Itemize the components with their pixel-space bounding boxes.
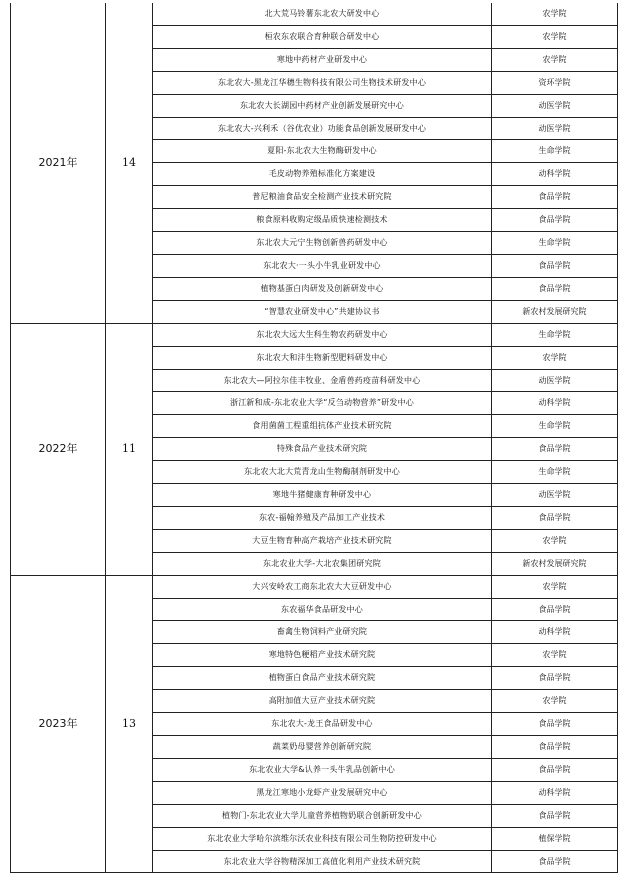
center-name-cell: 东北农大—阿拉尔佳丰牧业、金盾兽药疫苗科研发中心 [153,369,492,392]
college-cell: 食品学院 [492,736,618,759]
center-name-cell: 东北农大-黑龙江华穗生物科技有限公司生物技术研发中心 [153,71,492,94]
center-name-cell: 寒地特色粳稻产业技术研究院 [153,644,492,667]
center-name-cell: 大豆生物育种高产栽培产业技术研究院 [153,529,492,552]
center-name-cell: 东北农大-兴利禾（谷优农业）功能食品创新发展研发中心 [153,117,492,140]
college-cell: 生命学院 [492,323,618,346]
center-name-cell: 寒地牛猪健康育种研发中心 [153,484,492,507]
college-cell: 食品学院 [492,209,618,232]
center-name-cell: 蔬菜奶母婴营养创新研究院 [153,736,492,759]
college-cell: 农学院 [492,25,618,48]
center-name-cell: 浙江新和成-东北农业大学“反刍动物营养”研发中心 [153,392,492,415]
college-cell: 农学院 [492,346,618,369]
college-cell: 动科学院 [492,621,618,644]
college-cell: 动医学院 [492,94,618,117]
college-cell: 生命学院 [492,232,618,255]
center-name-cell: 东农福华食品研发中心 [153,598,492,621]
center-name-cell: 东北农业大学哈尔滨维尔沃农业科技有限公司生物防控研发中心 [153,827,492,850]
table-row [11,575,618,598]
center-name-cell: 食用菌菌工程重组抗体产业技术研究院 [153,415,492,438]
center-name-cell: 毛皮动物养殖标准化方案建设 [153,163,492,186]
center-name-cell: “智慧农业研发中心”共建协议书 [153,300,492,323]
center-name-cell: 寒地中药材产业研发中心 [153,48,492,71]
center-name-cell: 黑龙江寒地小龙虾产业发展研究中心 [153,781,492,804]
college-cell: 食品学院 [492,667,618,690]
college-cell: 农学院 [492,48,618,71]
center-name-cell: 东北农大长湖园中药材产业创新发展研究中心 [153,94,492,117]
college-cell: 食品学院 [492,598,618,621]
center-name-cell: 畜禽生物饲料产业研究院 [153,621,492,644]
count-cell: 11 [106,323,153,575]
center-name-cell: 东北农大-龙王食品研发中心 [153,713,492,736]
year-cell: 2023年 [11,575,106,873]
center-name-cell: 东北农大远大生科生物农药研发中心 [153,323,492,346]
center-name-cell: 东农-福翰养殖及产品加工产业技术 [153,506,492,529]
college-cell: 动科学院 [492,392,618,415]
college-cell: 生命学院 [492,140,618,163]
college-cell: 食品学院 [492,506,618,529]
count-cell: 13 [106,575,153,873]
college-cell: 食品学院 [492,850,618,873]
center-name-cell: 特殊食品产业技术研究院 [153,438,492,461]
research-centers-table [10,3,618,873]
center-name-cell: 粮食原料收购定级品质快速检测技术 [153,209,492,232]
college-cell: 动医学院 [492,484,618,507]
center-name-cell: 桓农东农联合育种联合研发中心 [153,25,492,48]
college-cell: 食品学院 [492,277,618,300]
center-name-cell: 东北农业大学&认养一头牛乳品创新中心 [153,758,492,781]
center-name-cell: 东北农大和沣生物新型肥料研发中心 [153,346,492,369]
table-body [11,3,618,873]
college-cell: 动医学院 [492,117,618,140]
year-cell: 2021年 [11,3,106,323]
center-name-cell: 东北农大·一头小牛乳业研发中心 [153,254,492,277]
center-name-cell: 北大荒马铃薯东北农大研发中心 [153,3,492,25]
center-name-cell: 植物蛋白食品产业技术研究院 [153,667,492,690]
college-cell: 食品学院 [492,186,618,209]
college-cell: 新农村发展研究院 [492,552,618,575]
college-cell: 农学院 [492,3,618,25]
college-cell: 农学院 [492,575,618,598]
center-name-cell: 东北农大元宁生物创新兽药研发中心 [153,232,492,255]
center-name-cell: 东北农业大学谷物精深加工高值化利用产业技术研究院 [153,850,492,873]
count-cell: 14 [106,3,153,323]
college-cell: 食品学院 [492,438,618,461]
center-name-cell: 大兴安岭农工商东北农大大豆研发中心 [153,575,492,598]
college-cell: 食品学院 [492,713,618,736]
center-name-cell: 普尼粮油食品安全检测产业技术研究院 [153,186,492,209]
table-row [11,323,618,346]
college-cell: 食品学院 [492,254,618,277]
college-cell: 资环学院 [492,71,618,94]
center-name-cell: 夏阳-东北农大生物酶研发中心 [153,140,492,163]
table-row [11,3,618,25]
college-cell: 动医学院 [492,369,618,392]
center-name-cell: 植物门-东北农业大学儿童营养植物奶联合创新研发中心 [153,804,492,827]
college-cell: 生命学院 [492,461,618,484]
college-cell: 农学院 [492,690,618,713]
center-name-cell: 植物基蛋白肉研发及创新研发中心 [153,277,492,300]
college-cell: 植保学院 [492,827,618,850]
center-name-cell: 东北农大北大荒青龙山生物酶制剂研发中心 [153,461,492,484]
college-cell: 食品学院 [492,804,618,827]
center-name-cell: 高附加值大豆产业技术研究院 [153,690,492,713]
year-cell: 2022年 [11,323,106,575]
center-name-cell: 东北农业大学-大北农集团研究院 [153,552,492,575]
college-cell: 生命学院 [492,415,618,438]
college-cell: 食品学院 [492,758,618,781]
college-cell: 动科学院 [492,781,618,804]
college-cell: 农学院 [492,644,618,667]
college-cell: 农学院 [492,529,618,552]
college-cell: 新农村发展研究院 [492,300,618,323]
college-cell: 动科学院 [492,163,618,186]
